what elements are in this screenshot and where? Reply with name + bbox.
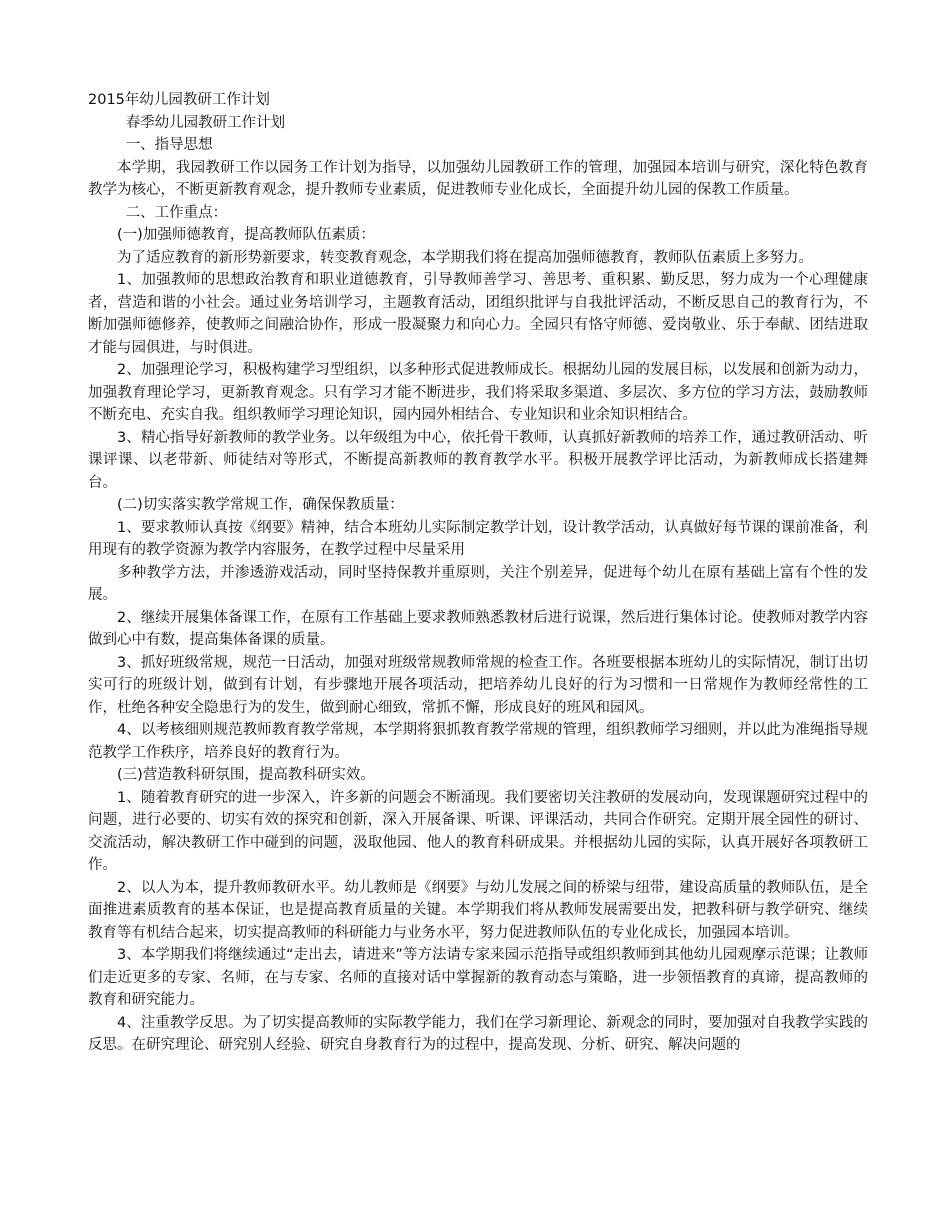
paragraph: 2、以人为本，提升教师教研水平。幼儿教师是《纲要》与幼儿发展之间的桥梁与纽带，建设高质量的教师队伍，是全面推进素质教育的基本保证，也是提高教育质量的关键。本学期我们将从教师发展需要出发，把教科研与教学研究、继续教育等有机结合起来，切实提高教师的科研能力与业务水平，努力促进教师队伍的专业化成长，加强园本培训。	[88, 879, 868, 941]
subsection-heading: (二)切实落实教学常规工作，确保保教质量：	[117, 497, 404, 513]
section-heading: 一、指导思想	[125, 137, 213, 153]
paragraph: 1、加强教师的思想政治教育和职业道德教育，引导教师善学习、善思考、重积累、勤反思，努力成为一个心理健康者，营造和谐的小社会。通过业务培训学习，主题教育活动，团组织批评与自我批评活动，不断反思自己的教育行为，不断加强师德修养，使教师之间融洽协作，形成一股凝聚力和向心力。全园只有恪守师德、爱岗敬业、乐于奉献、团结进取才能与园俱进，与时俱进。	[88, 272, 868, 356]
paragraph: 4、以考核细则规范教师教育教学常规，本学期将狠抓教育教学常规的管理，组织教师学习细则，并以此为准绳指导规范教学工作秩序，培养良好的教育行为。	[88, 722, 868, 761]
paragraph: 本学期，我园教研工作以园务工作计划为指导，以加强幼儿园教研工作的管理，加强园本培训与研究，深化特色教育教学为核心，不断更新教育观念，提升教师专业素质，促进教师专业化成长，全面提升幼儿园的保教工作质量。	[88, 159, 868, 198]
paragraph: 为了适应教育的新形势新要求，转变教育观念，本学期我们将在提高加强师德教育，教师队伍素质上多努力。	[117, 249, 813, 266]
paragraph: 2、继续开展集体备课工作，在原有工作基础上要求教师熟悉教材后进行说课，然后进行集体讨论。使教师对教学内容做到心中有数，提高集体备课的质量。	[88, 609, 868, 648]
paragraph: 1、随着教育研究的进一步深入，许多新的问题会不断涌现。我们要密切关注教研的发展动向，发现课题研究过程中的问题，进行必要的、切实有效的探究和创新，深入开展备课、听课、评课活动，共同合作研究。定期开展全园性的研讨、交流活动，解决教研工作中碰到的问题，汲取他园、他人的教育科研成果。并根据幼儿园的实际，认真开展好各项教研工作。	[88, 789, 868, 873]
document-body	[88, 89, 868, 1057]
paragraph: 3、抓好班级常规，规范一日活动，加强对班级常规教师常规的检查工作。各班要根据本班幼儿的实际情况，制订出切实可行的班级计划，做到有计划，有步骤地开展各项活动，把培养幼儿良好的行为习惯和一日常规作为教师经常性的工作，杜绝各种安全隐患行为的发生，做到耐心细致，常抓不懈，形成良好的班风和园风。	[88, 654, 868, 716]
paragraph: 3、精心指导好新教师的教学业务。以年级组为中心，依托骨干教师，认真抓好新教师的培养工作，通过教研活动、听课评课、以老带新、师徒结对等形式，不断提高新教师的教育教学水平。积极开展教学评比活动，为新教师成长搭建舞台。	[88, 429, 868, 491]
document-subtitle: 春季幼儿园教研工作计划	[125, 114, 286, 131]
subsection-heading: (一)加强师德教育，提高教师队伍素质：	[117, 227, 375, 243]
paragraph: 2、加强理论学习，积极构建学习型组织，以多种形式促进教师成长。根据幼儿园的发展目标，以发展和创新为动力，加强教育理论学习，更新教育观念。只有学习才能不断进步，我们将采取多渠道、多层次、多方位的学习方法，鼓励教师不断充电、充实自我。组织教师学习理论知识，园内园外相结合、专业知识和业余知识相结合。	[88, 362, 868, 423]
paragraph: 4、注重教学反思。为了切实提高教师的实际教学能力，我们在学习新理论、新观念的同时，要加强对自我教学实践的反思。在研究理论、研究别人经验、研究自身教育行为的过程中，提高发现、分析、研究、解决问题的	[88, 1014, 868, 1053]
document-title: 2015年幼儿园教研工作计划	[88, 92, 270, 108]
paragraph: 3、本学期我们将继续通过“走出去，请进来”等方法请专家来园示范指导或组织教师到其他幼儿园观摩示范课；让教师们走近更多的专家、名师，在与专家、名师的直接对话中掌握新的教育动态与策略，进一步领悟教育的真谛，提高教师的教育和研究能力。	[88, 947, 868, 1008]
paragraph: 多种教学方法，并渗透游戏活动，同时坚持保教并重原则，关注个别差异，促进每个幼儿在原有基础上富有个性的发展。	[88, 564, 868, 603]
section-heading: 二、工作重点：	[125, 204, 228, 221]
paragraph: 1、要求教师认真按《纲要》精神，结合本班幼儿实际制定教学计划，设计教学活动，认真做好每节课的课前准备，利用现有的教学资源为教学内容服务，在教学过程中尽量采用	[88, 519, 868, 558]
subsection-heading: (三)营造教科研氛围，提高教科研实效。	[117, 767, 375, 783]
